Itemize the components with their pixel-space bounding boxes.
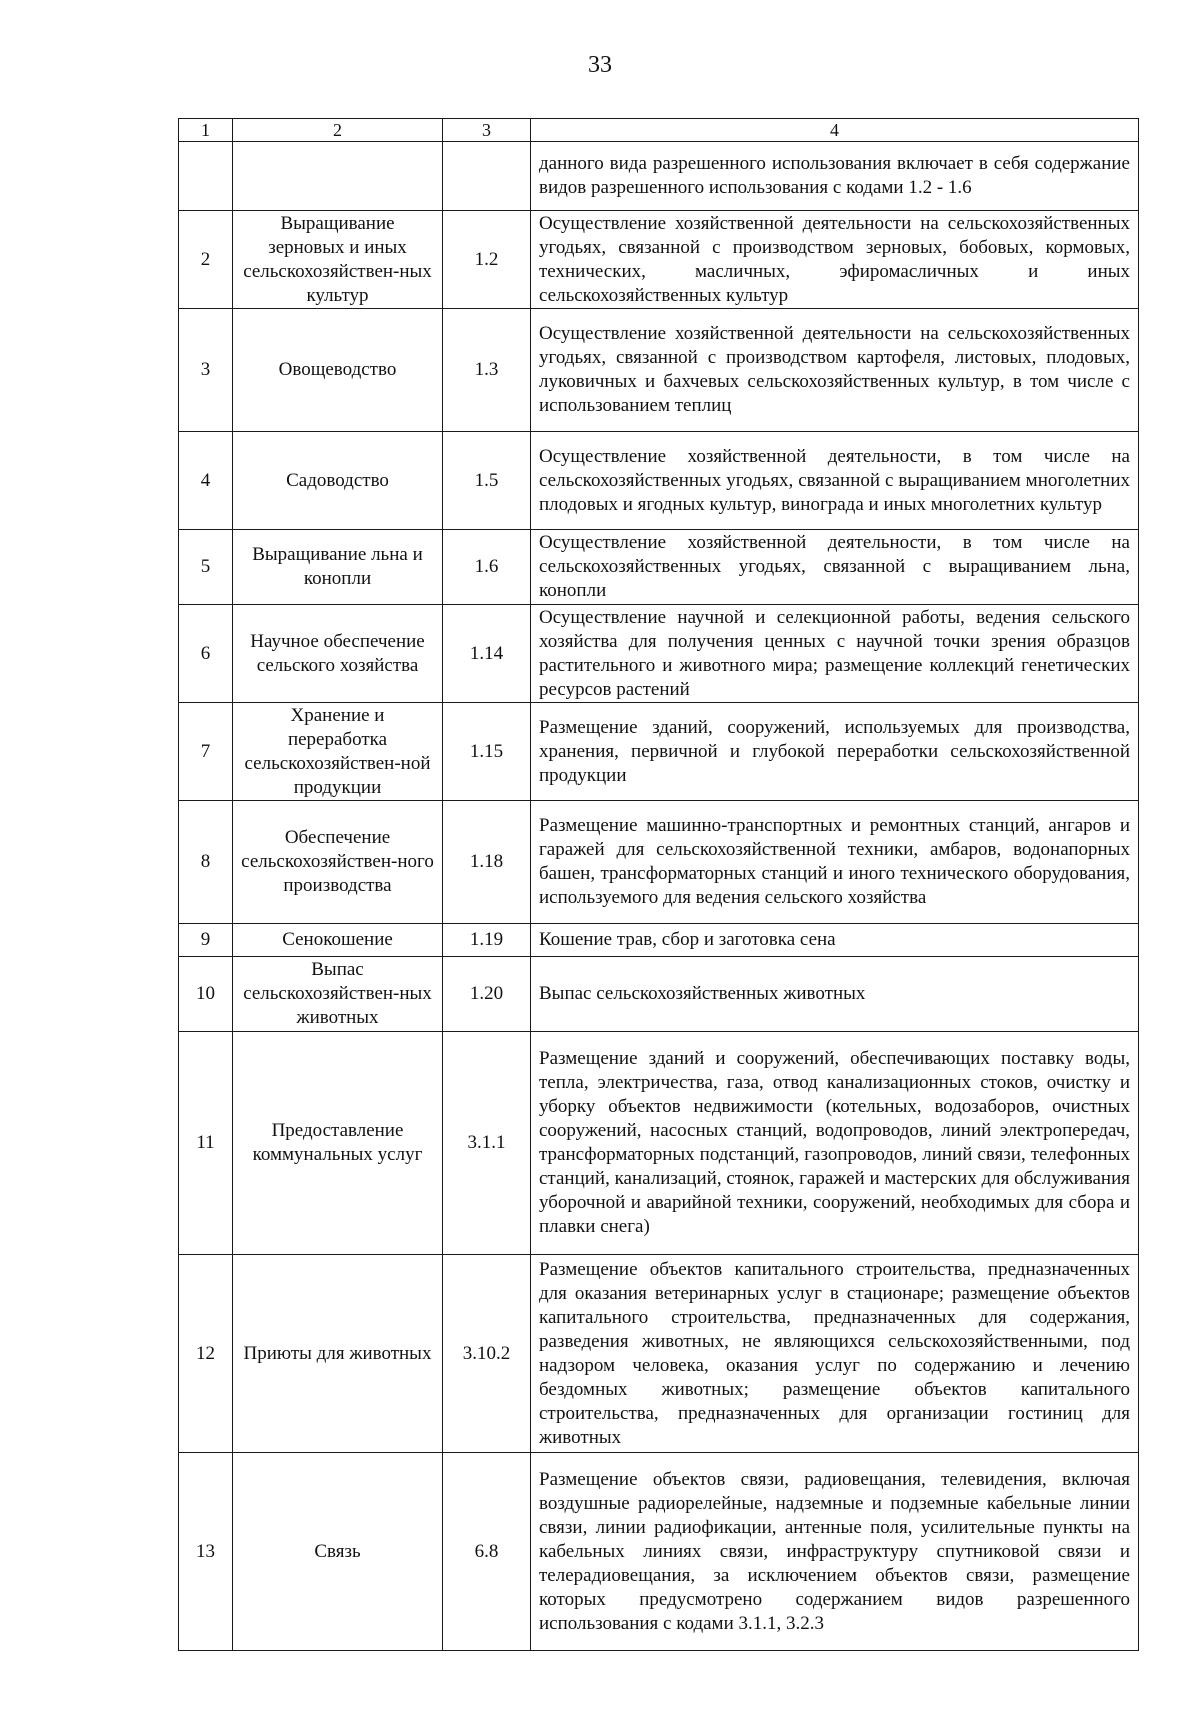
use-description: данного вида разрешенного использования включает в себя содержание видов разрешенного использования с кодами 1.2 - 1.6	[531, 142, 1139, 211]
use-code: 1.18	[443, 801, 531, 924]
use-code: 3.10.2	[443, 1255, 531, 1453]
use-code: 1.19	[443, 924, 531, 957]
table-row	[179, 1453, 1139, 1651]
column-header-3: 3	[443, 119, 531, 142]
use-name: Овощеводство	[233, 309, 443, 432]
use-description: Осуществление хозяйственной деятельности на сельскохозяйственных угодьях, связанной с производством зерновых, бобовых, кормовых, технических, масличных, эфиромасличных и иных сельскохозяйственных культур	[531, 211, 1139, 309]
use-name: Сенокошение	[233, 924, 443, 957]
use-name: Выращивание льна и конопли	[233, 530, 443, 605]
column-header-4: 4	[531, 119, 1139, 142]
table-row	[179, 530, 1139, 605]
use-name: Предоставление коммунальных услуг	[233, 1032, 443, 1255]
use-name: Обеспечение сельскохозяйствен-ного производства	[233, 801, 443, 924]
use-description: Выпас сельскохозяйственных животных	[531, 957, 1139, 1032]
row-number: 4	[179, 432, 233, 530]
use-code: 1.6	[443, 530, 531, 605]
row-number: 3	[179, 309, 233, 432]
table-row	[179, 142, 1139, 211]
use-description: Размещение зданий и сооружений, обеспечивающих поставку воды, тепла, электричества, газа, отвод канализационных стоков, очистку и уборку объектов недвижимости (котельных, водозаборов, очистных сооружений, насосных станций, водопроводов, линий электропередач, трансформаторных подстанций, газопроводов, линий связи, телефонных станций, канализаций, стоянок, гаражей и мастерских для обслуживания уборочной и аварийной техники, сооружений, необходимых для сбора и плавки снега)	[531, 1032, 1139, 1255]
table-row	[179, 309, 1139, 432]
page-number: 33	[588, 52, 612, 78]
use-name: Садоводство	[233, 432, 443, 530]
row-number: 13	[179, 1453, 233, 1651]
use-description: Размещение машинно-транспортных и ремонтных станций, ангаров и гаражей для сельскохозяйственной техники, амбаров, водонапорных башен, трансформаторных станций и иного технического оборудования, используемого для ведения сельского хозяйства	[531, 801, 1139, 924]
use-code	[443, 142, 531, 211]
use-name: Хранение и переработка сельскохозяйствен-ной продукции	[233, 703, 443, 801]
use-name: Приюты для животных	[233, 1255, 443, 1453]
use-name	[233, 142, 443, 211]
use-name: Научное обеспечение сельского хозяйства	[233, 605, 443, 703]
table-row	[179, 211, 1139, 309]
table-row	[179, 924, 1139, 957]
use-description: Размещение объектов связи, радиовещания, телевидения, включая воздушные радиорелейные, надземные и подземные кабельные линии связи, линии радиофикации, антенные поля, усилительные пункты на кабельных линиях связи, инфраструктуру спутниковой связи и телерадиовещания, за исключением объектов связи, размещение которых предусмотрено содержанием видов разрешенного использования с кодами 3.1.1, 3.2.3	[531, 1453, 1139, 1651]
use-code: 6.8	[443, 1453, 531, 1651]
use-name: Связь	[233, 1453, 443, 1651]
table-row	[179, 432, 1139, 530]
table-row	[179, 957, 1139, 1032]
use-code: 3.1.1	[443, 1032, 531, 1255]
use-description: Осуществление научной и селекционной работы, ведения сельского хозяйства для получения ценных с научной точки зрения образцов растительного и животного мира; размещение коллекций генетических ресурсов растений	[531, 605, 1139, 703]
use-code: 1.20	[443, 957, 531, 1032]
row-number	[179, 142, 233, 211]
row-number: 7	[179, 703, 233, 801]
row-number: 9	[179, 924, 233, 957]
column-header-1: 1	[179, 119, 233, 142]
table-row	[179, 1032, 1139, 1255]
column-header-2: 2	[233, 119, 443, 142]
land-use-table	[178, 118, 1139, 1651]
row-number: 5	[179, 530, 233, 605]
row-number: 12	[179, 1255, 233, 1453]
use-description: Осуществление хозяйственной деятельности, в том числе на сельскохозяйственных угодьях, связанной с выращиванием многолетних плодовых и ягодных культур, винограда и иных многолетних культур	[531, 432, 1139, 530]
use-code: 1.15	[443, 703, 531, 801]
use-description: Кошение трав, сбор и заготовка сена	[531, 924, 1139, 957]
use-name: Выращивание зерновых и иных сельскохозяйствен-ных культур	[233, 211, 443, 309]
row-number: 11	[179, 1032, 233, 1255]
row-number: 2	[179, 211, 233, 309]
row-number: 8	[179, 801, 233, 924]
use-code: 1.2	[443, 211, 531, 309]
row-number: 6	[179, 605, 233, 703]
table-row	[179, 703, 1139, 801]
use-name: Выпас сельскохозяйствен-ных животных	[233, 957, 443, 1032]
table-row	[179, 605, 1139, 703]
use-description: Осуществление хозяйственной деятельности на сельскохозяйственных угодьях, связанной с производством картофеля, листовых, плодовых, луковичных и бахчевых сельскохозяйственных культур, в том числе с использованием теплиц	[531, 309, 1139, 432]
use-description: Осуществление хозяйственной деятельности, в том числе на сельскохозяйственных угодьях, связанной с выращиванием льна, конопли	[531, 530, 1139, 605]
use-code: 1.5	[443, 432, 531, 530]
header-row	[179, 119, 1139, 142]
use-code: 1.14	[443, 605, 531, 703]
use-description: Размещение зданий, сооружений, используемых для производства, хранения, первичной и глубокой переработки сельскохозяйственной продукции	[531, 703, 1139, 801]
use-code: 1.3	[443, 309, 531, 432]
table-row	[179, 1255, 1139, 1453]
row-number: 10	[179, 957, 233, 1032]
use-description: Размещение объектов капитального строительства, предназначенных для оказания ветеринарных услуг в стационаре; размещение объектов капитального строительства, предназначенных для содержания, разведения животных, не являющихся сельскохозяйственными, под надзором человека, оказания услуг по содержанию и лечению бездомных животных; размещение объектов капитального строительства, предназначенных для организации гостиниц для животных	[531, 1255, 1139, 1453]
table-row	[179, 801, 1139, 924]
